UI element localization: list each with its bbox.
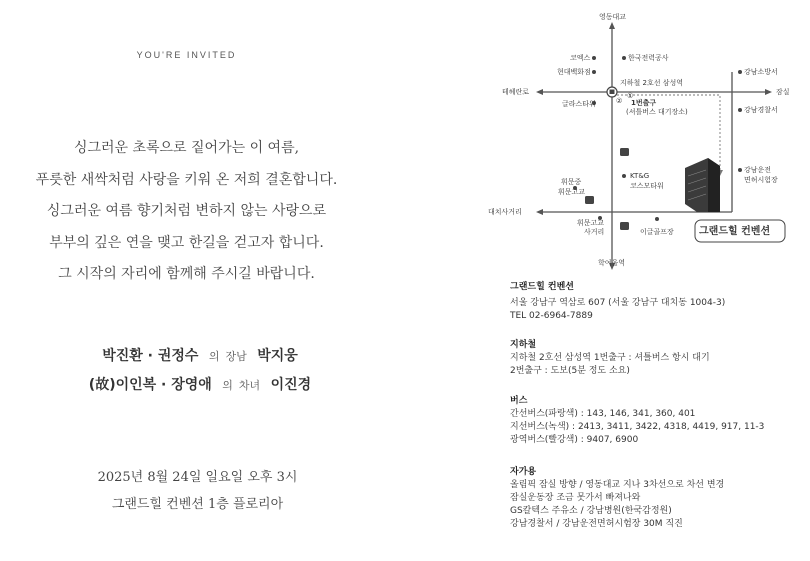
bride-family-line	[0, 374, 400, 394]
label-hwimun-middle: 휘문중	[561, 178, 582, 186]
invited-heading: YOU'RE INVITED	[136, 50, 237, 60]
label-gangnam-police: 강남경찰서	[744, 106, 778, 114]
event-venue: 그랜드힐 컨벤션 1층 플로리아	[111, 497, 284, 512]
bus-line: 광역버스(빨강색) : 9407, 6900	[510, 435, 639, 445]
subway-line: 지하철 2호선 삼성역 1번출구 : 셔틀버스 항시 대기	[510, 353, 710, 363]
groom-parents: 박진환 · 권정수	[102, 348, 199, 364]
label-hwimun-intersection-2: 사거리	[584, 228, 605, 236]
subway-line: 2번출구 : 도보(5분 정도 소요)	[510, 366, 630, 376]
location-map	[480, 0, 810, 275]
car-block	[510, 466, 724, 531]
label-hyundai-dept: 현대백화점	[557, 68, 591, 76]
bus-block	[510, 395, 764, 447]
bus-title: 버스	[510, 396, 528, 406]
label-hakyeoul-station: 학여울역	[598, 259, 626, 267]
label-cosmo-tower: 코스모타워	[630, 182, 664, 190]
label-ktg: KT&G	[630, 172, 650, 180]
label-teheran-ro: 테헤란로	[502, 88, 530, 96]
venue-title: 그랜드힐 컨벤션	[510, 282, 574, 292]
car-line: 강남경찰서 / 강남운전면허시험장 30M 직진	[510, 519, 683, 529]
label-yeongdong-bridge: 영동대교	[599, 13, 627, 21]
label-hwimun-intersection-1: 휘문고교	[577, 219, 605, 227]
poem-line: 싱그러운 초록으로 짙어가는 이 여름,	[73, 140, 300, 156]
bus-line: 간선버스(파랑색) : 143, 146, 341, 360, 401	[510, 409, 696, 419]
label-korea-electric: 한국전력공사	[628, 54, 669, 62]
bride-name: 이진경	[270, 377, 312, 393]
label-samsung-station: 지하철 2호선 삼성역	[620, 79, 683, 87]
bride-relation: 차녀	[238, 379, 261, 392]
groom-name: 박지웅	[257, 348, 298, 364]
groom-relation: 장남	[225, 350, 247, 363]
event-date: 2025년 8월 24일 일요일 오후 3시	[97, 470, 298, 485]
label-hwimun-high: 휘문고교	[558, 188, 586, 196]
label-jamsil: 잠실	[776, 88, 790, 96]
label-gangnam-fire: 강남소방서	[744, 68, 778, 76]
poem-line: 싱그러운 여름 향기처럼 변하지 않는 사랑으로	[46, 203, 327, 219]
label-glass-tower: 글라스타워	[562, 100, 596, 108]
label-exit-1-marker: ①	[627, 92, 634, 100]
car-line: 올림픽 잠실 방향 / 영동대교 지나 3차선으로 차선 변경	[510, 480, 725, 490]
groom-connector: 의	[208, 350, 220, 363]
label-daechi-intersection: 대치사거리	[488, 208, 522, 216]
car-title: 자가용	[510, 467, 537, 477]
label-shuttle-stop: (셔틀버스 대기장소)	[626, 108, 688, 116]
label-driving-center-2: 면허시험장	[744, 176, 778, 184]
label-venue-box: 그랜드힐 컨벤션	[699, 226, 771, 237]
subway-title: 지하철	[510, 340, 537, 350]
venue-tel: TEL 02-6964-7889	[510, 311, 593, 321]
invitation-poem	[0, 133, 373, 291]
venue-block	[510, 281, 725, 323]
bus-line: 지선버스(녹색) : 2413, 3411, 3422, 4318, 4419, 917, 11-3	[510, 422, 765, 432]
groom-family-line	[0, 345, 400, 365]
label-driving-center-1: 강남운전	[744, 166, 772, 174]
poem-line: 부부의 깊은 연을 맺고 한길을 걷고자 합니다.	[49, 234, 324, 251]
poem-line: 푸릇한 새싹처럼 사랑을 키워 온 저희 결혼합니다.	[35, 171, 338, 188]
bride-parents: (故)이인복 · 장영애	[88, 377, 212, 393]
label-coex: 코엑스	[570, 54, 591, 62]
label-exit-2-marker: ②	[616, 97, 623, 105]
car-line: 잠실운동장 조금 못가서 빠져나와	[510, 493, 641, 503]
label-eagle-golf: 이글골프장	[640, 228, 674, 236]
poem-line: 그 시작의 자리에 함께해 주시길 바랍니다.	[58, 266, 315, 282]
bride-connector: 의	[222, 379, 233, 392]
venue-address: 서울 강남구 역삼로 607 (서울 강남구 대치동 1004-3)	[510, 298, 726, 308]
car-line: GS칼텍스 주유소 / 강남병원(한국감정원)	[510, 506, 672, 516]
subway-block	[510, 339, 710, 378]
label-exit-1: 1번출구	[631, 99, 657, 107]
